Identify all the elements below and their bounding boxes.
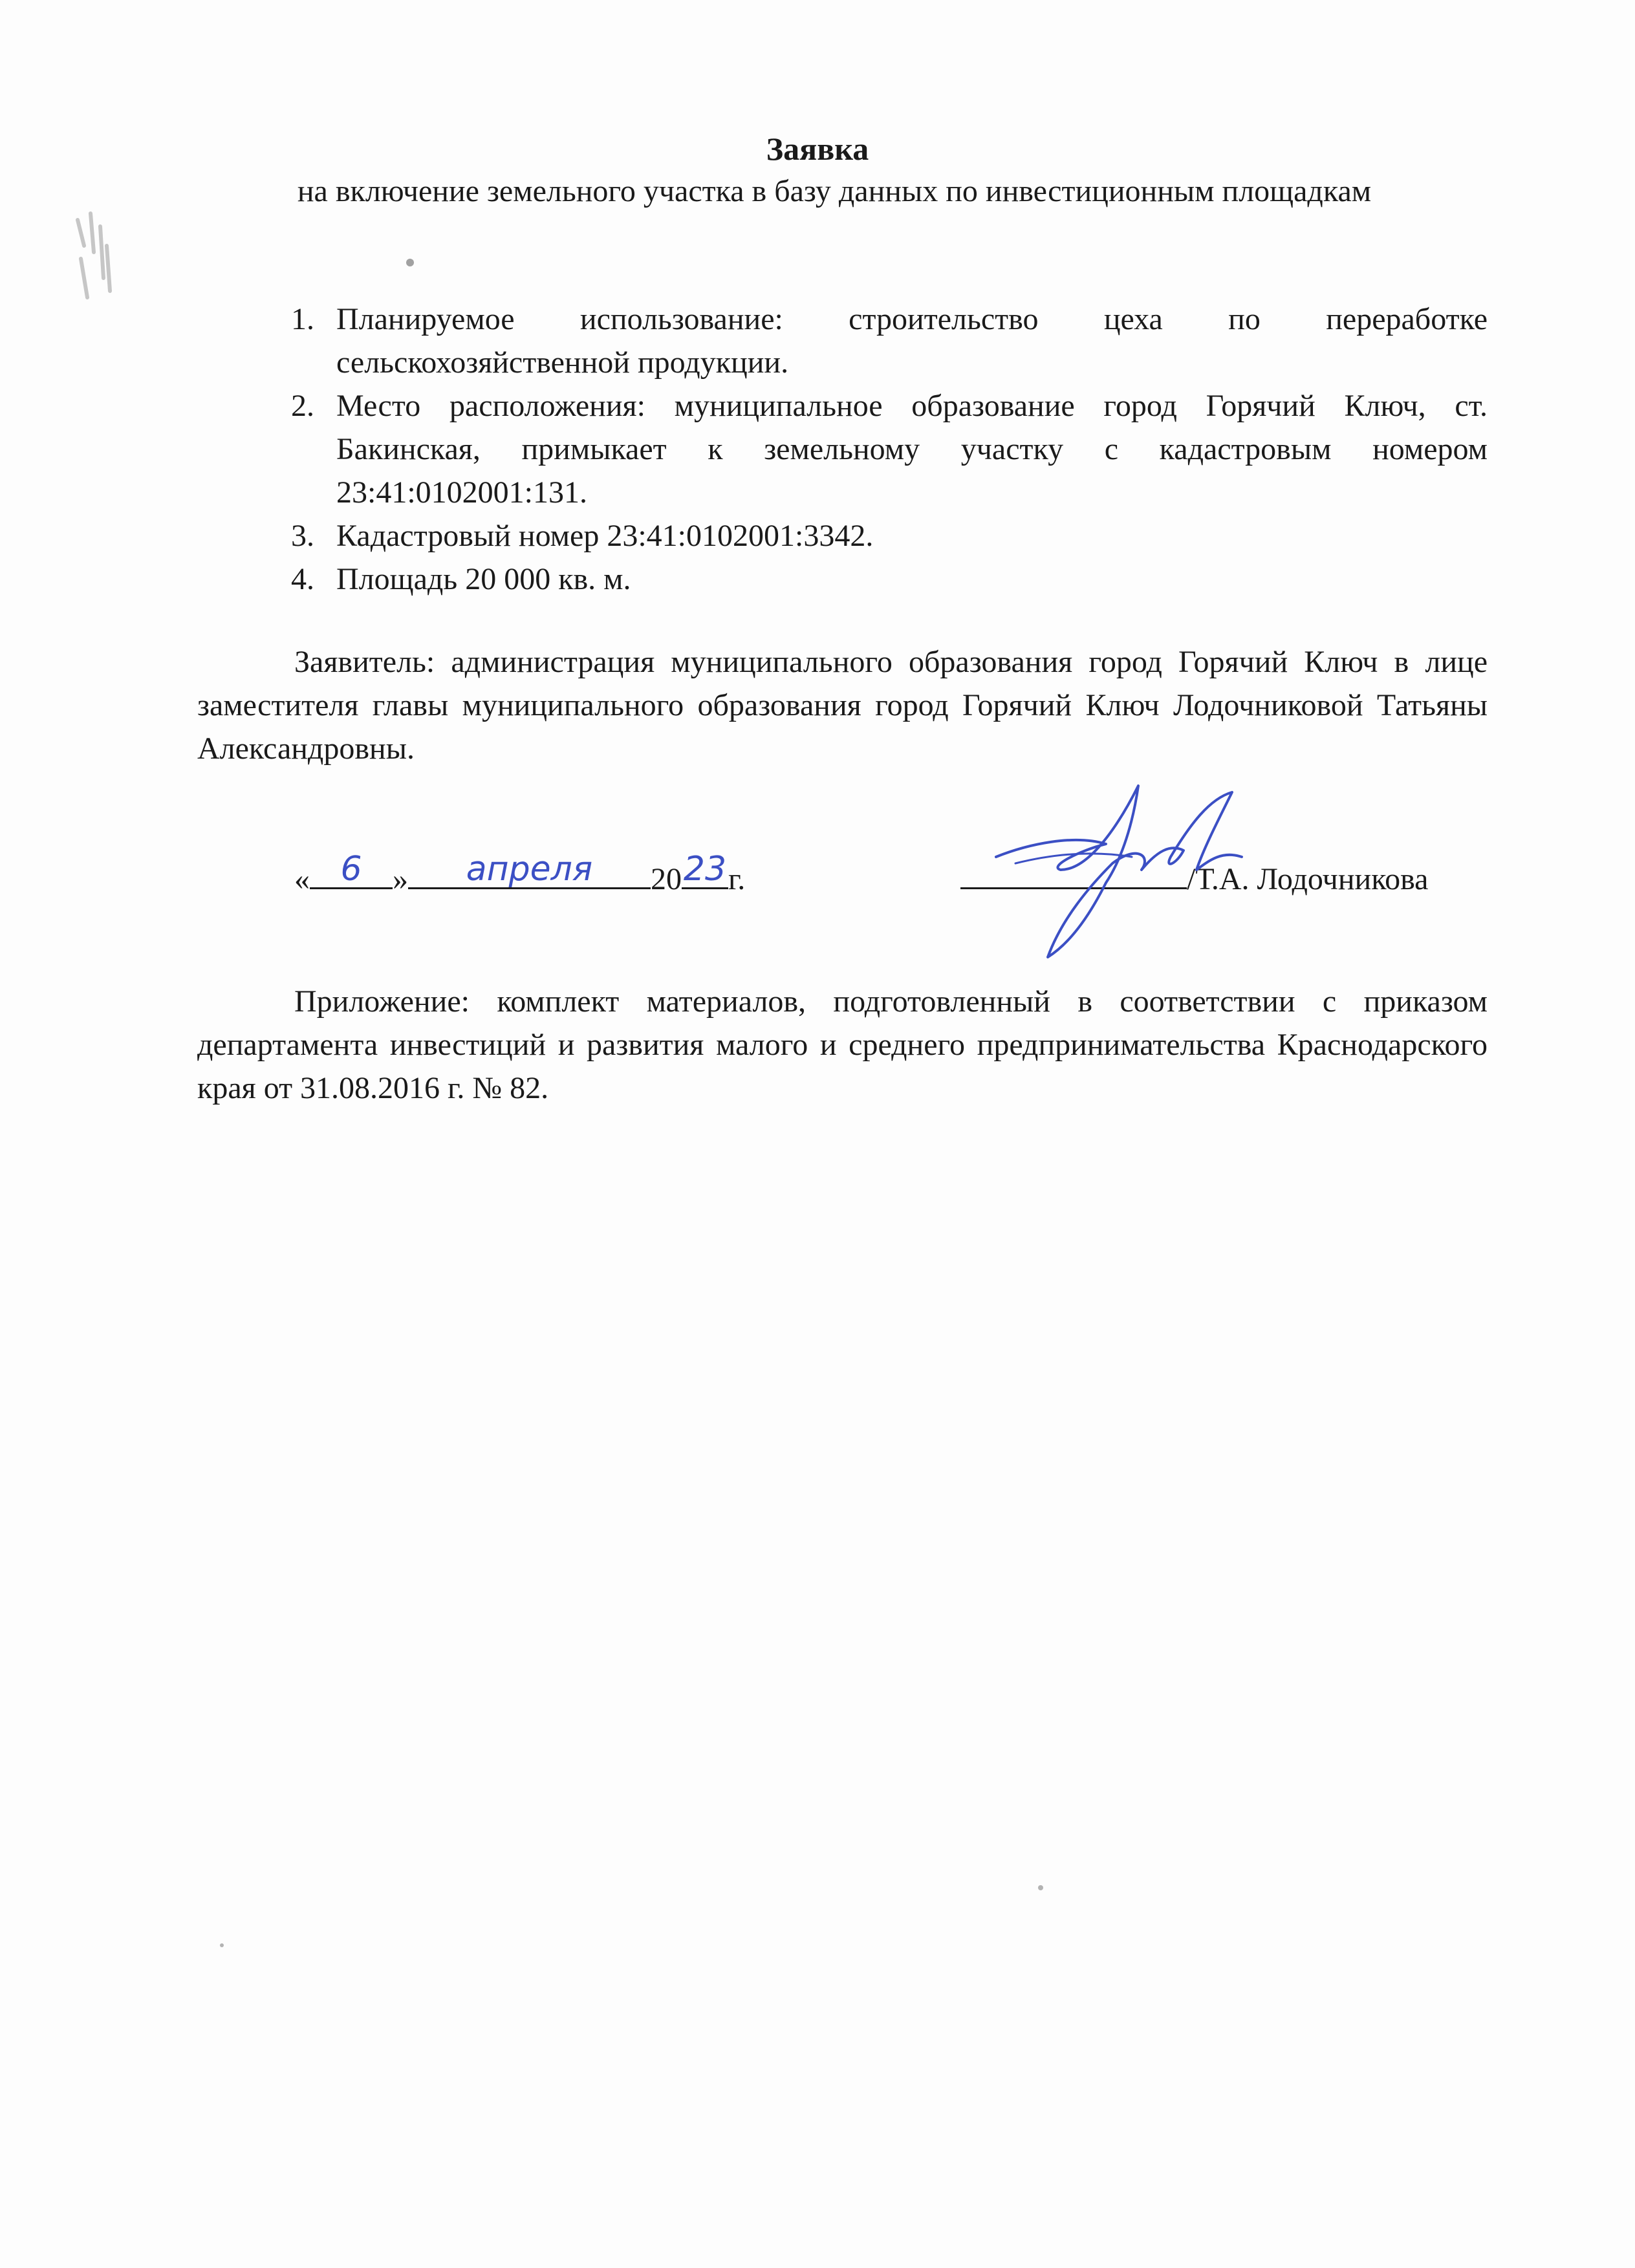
date-open-quote: «	[294, 862, 310, 896]
list-item	[272, 384, 1488, 514]
applicant-paragraph: Заявитель: администрация муниципального образования город Горячий Ключ в лице заместителя главы муниципального образования город Горячий Ключ Лодочниковой Татьяны Александровны.	[197, 645, 1488, 766]
date-close-quote: »	[393, 862, 408, 896]
document-title: Заявка	[766, 131, 869, 167]
list-item-text: Место расположения: муниципальное образование город Горячий Ключ, ст. Бакинская, примыкает к земельному участку с кадастровым номером 23:41:0102001:131.	[336, 389, 1488, 510]
attachment-paragraph: Приложение: комплект материалов, подготовленный в соответствии с приказом департамента инвестиций и развития малого и среднего предпринимательства Краснодарского края от 31.08.2016 г. № 82.	[197, 984, 1488, 1105]
list-item-number: 1.	[291, 302, 314, 336]
signer-name: /Т.А. Лодочникова	[1187, 862, 1429, 896]
list-item	[272, 557, 1488, 601]
scan-dot	[220, 1943, 224, 1947]
date-year-label: г.	[728, 862, 746, 896]
list-item-text: Площадь 20 000 кв. м.	[336, 562, 631, 596]
document-subtitle: на включение земельного участка в базу данных по инвестиционным площадкам	[297, 174, 1372, 208]
list-item-number: 3.	[291, 519, 314, 553]
list-item-number: 2.	[291, 389, 314, 423]
scan-artifact	[65, 207, 123, 304]
scan-dot	[406, 259, 414, 266]
list-item-text: Планируемое использование: строительство цеха по переработке сельскохозяйственной продукции.	[336, 302, 1488, 380]
date-day-field	[310, 850, 393, 889]
handwritten-year: 23	[683, 850, 727, 889]
date-year-prefix: 20	[651, 862, 682, 896]
scan-dot	[1038, 1885, 1043, 1890]
handwritten-month: апреля	[466, 850, 593, 889]
list-item	[272, 297, 1488, 384]
list-item-number: 4.	[291, 562, 314, 596]
date-year-field	[682, 850, 728, 889]
handwritten-day: 6	[340, 850, 362, 889]
list-item	[272, 514, 1488, 557]
handwritten-signature	[977, 773, 1255, 967]
details-list	[272, 297, 1488, 601]
date-month-field	[408, 850, 651, 889]
list-item-text: Кадастровый номер 23:41:0102001:3342.	[336, 519, 874, 553]
date-line	[294, 850, 746, 901]
